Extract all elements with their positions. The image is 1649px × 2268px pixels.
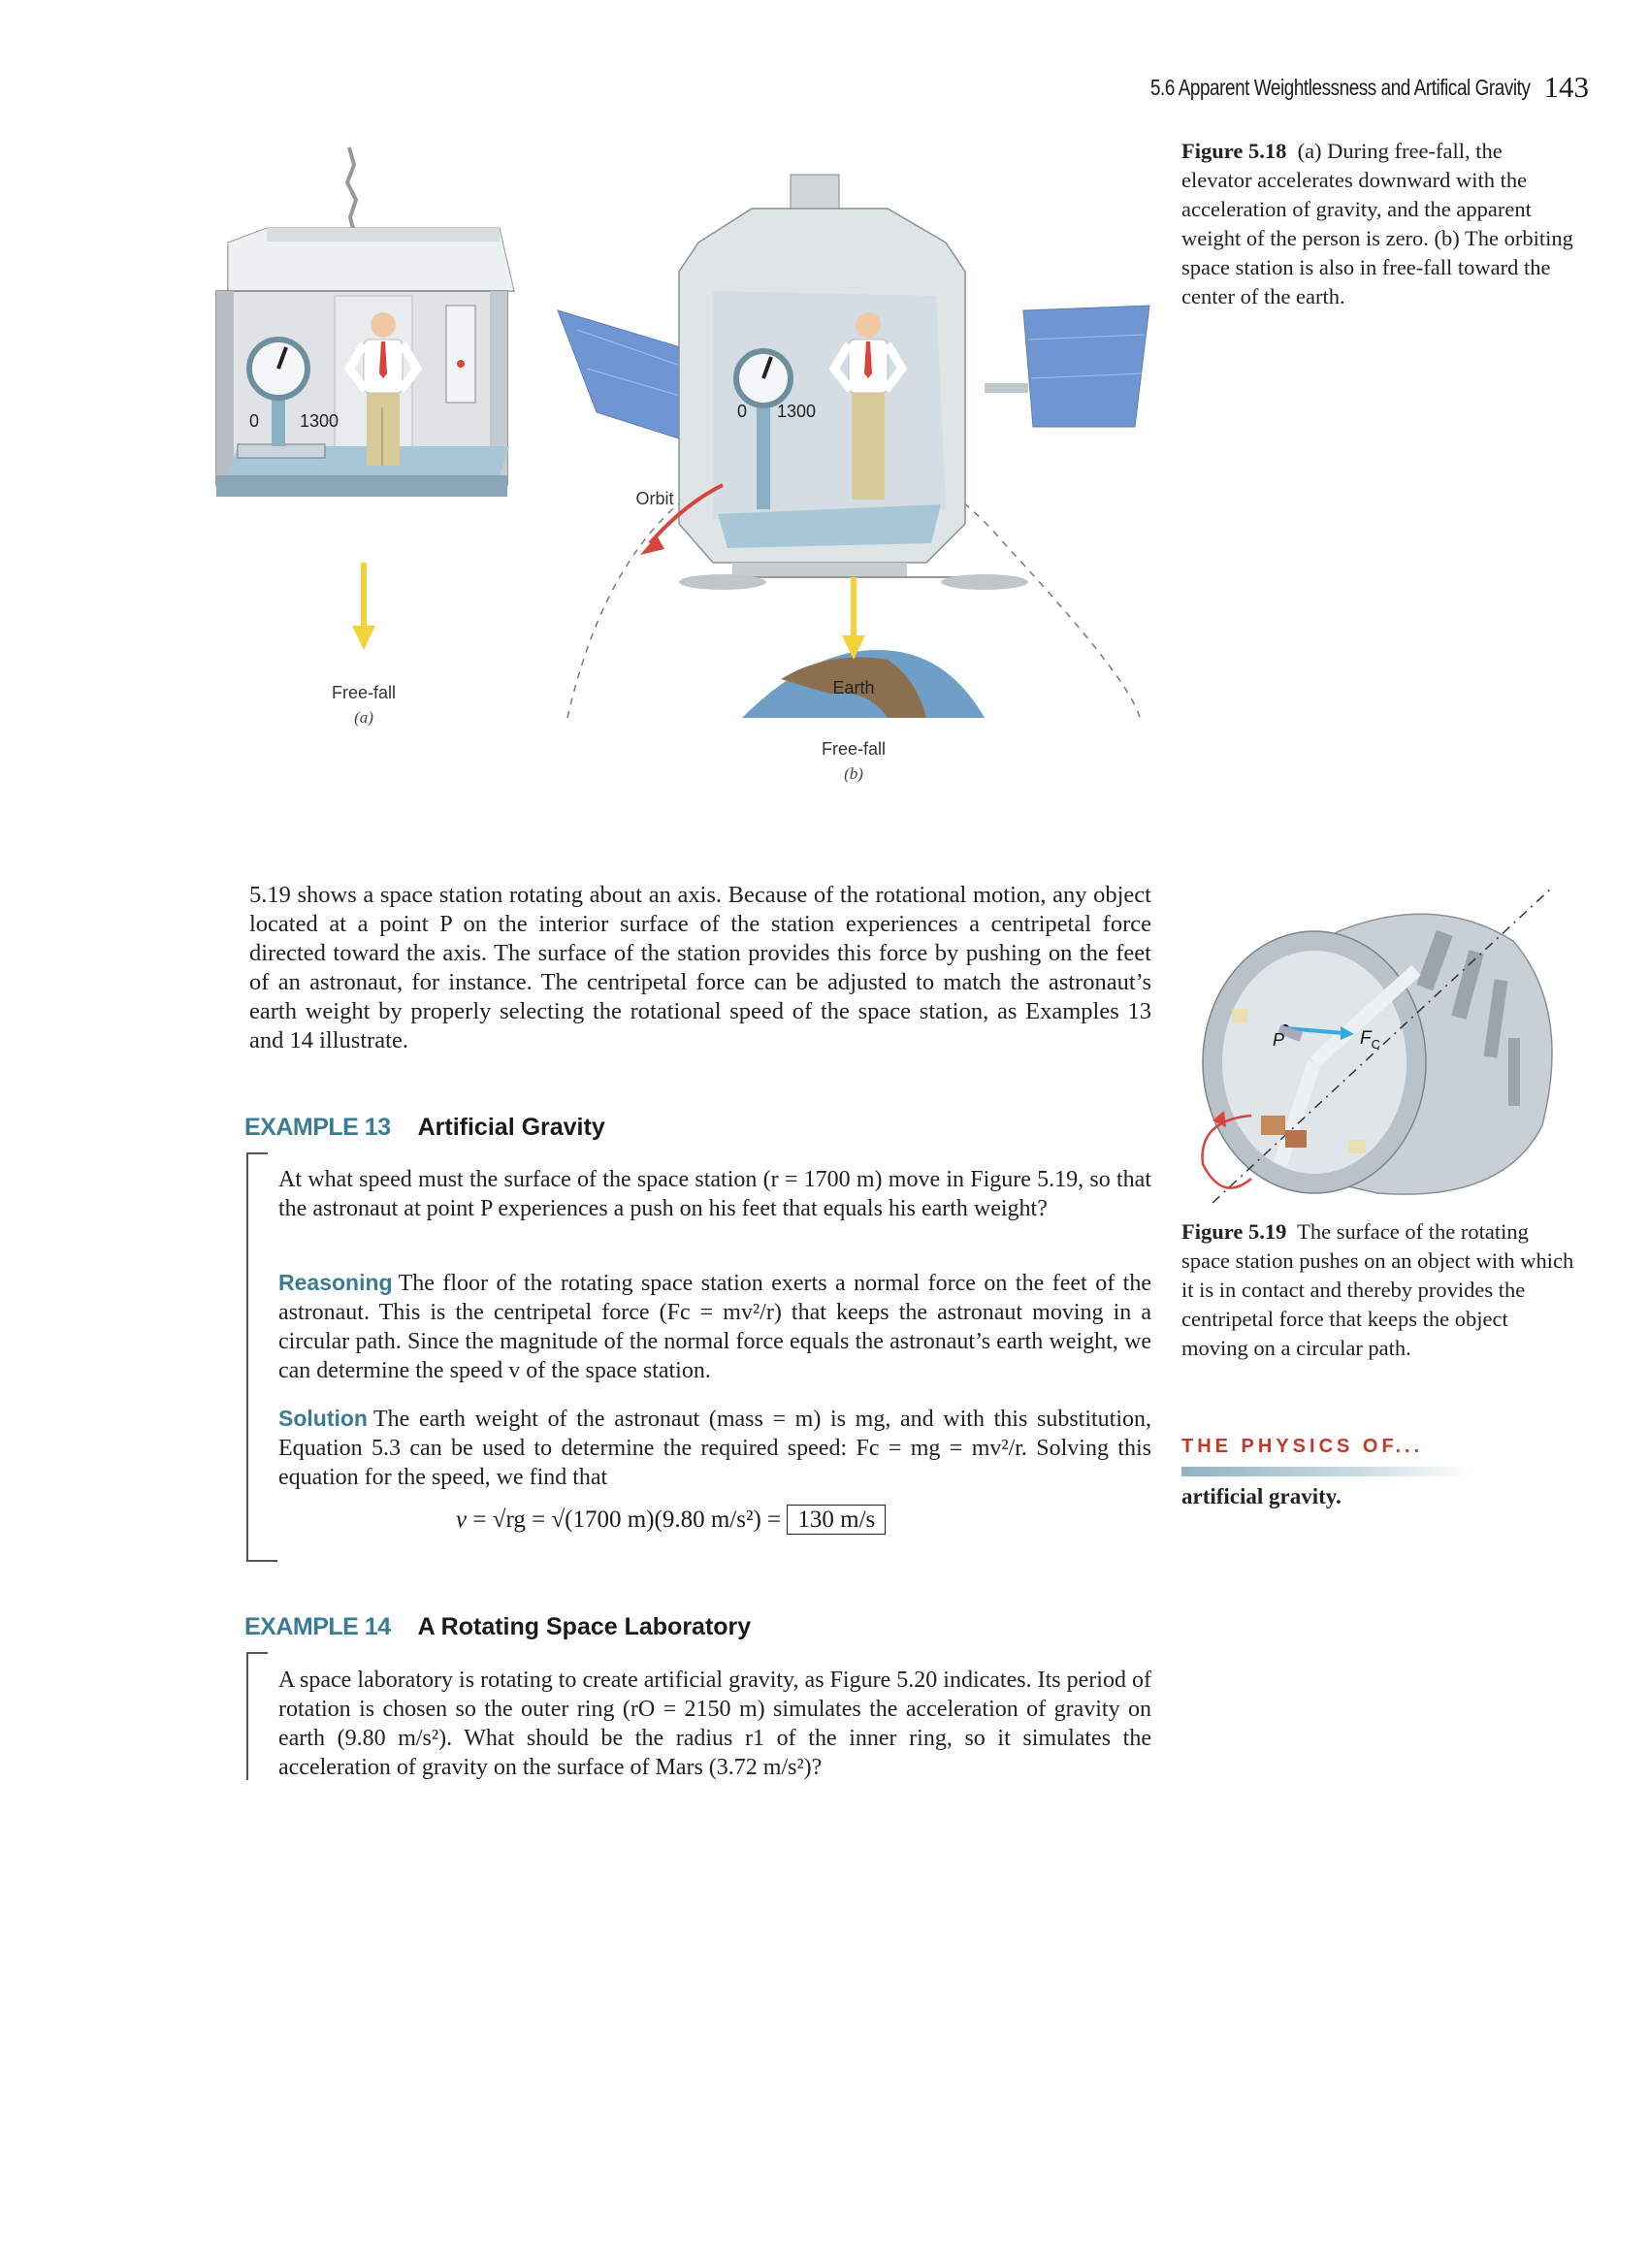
physics-of-topic: artificial gravity. <box>1181 1484 1342 1508</box>
reasoning-label: Reasoning <box>278 1270 393 1295</box>
figure-5-18-caption-label: Figure 5.18 <box>1181 139 1287 163</box>
elevator-illustration <box>216 147 514 650</box>
speed-equation: v = √rg = √(1700 m)(9.80 m/s²) = 130 m/s <box>456 1507 886 1534</box>
equation-lhs: v <box>456 1507 468 1533</box>
orbit-label: Orbit <box>635 489 674 508</box>
example-13-solution <box>278 1404 1151 1492</box>
figure-5-19-caption-text: The surface of the rotating space station pushes on an object with which it is in contact and thereby provides the centripetal force that keeps the object moving on a circular path. <box>1181 1219 1574 1360</box>
physics-of-bar <box>1181 1467 1472 1476</box>
section-title: 5.6 Apparent Weightlessness and Artifical Gravity <box>1149 75 1531 100</box>
example-14-bracket <box>246 1652 268 1780</box>
solution-label: Solution <box>278 1406 368 1431</box>
space-station-illustration <box>558 175 1149 718</box>
example-13-title: Artificial Gravity <box>417 1114 605 1141</box>
scale-b-zero: 0 <box>736 402 747 421</box>
equation-step-2: √(1700 m)(9.80 m/s²) <box>551 1507 761 1533</box>
figure-5-19-caption-label: Figure 5.19 <box>1181 1219 1287 1244</box>
earth-label: Earth <box>832 678 875 697</box>
equation-answer: 130 m/s <box>787 1505 886 1535</box>
scale-b-reading: 1300 <box>777 402 817 421</box>
example-14-question: A space laboratory is rotating to create artificial gravity, as Figure 5.20 indicates. Its period of rotation is chosen so the outer ring (rO = 2150 m) simulates the acceleration of gravity on earth (9.80 m/s²). What should be the radius r1 of the inner ring, so it simulates the acceleration of gravity on the surface of Mars (3.72 m/s²)? <box>278 1668 1151 1780</box>
figure-5-18 <box>209 136 1169 805</box>
fc-subscript: C <box>1371 1037 1380 1052</box>
example-13-label: EXAMPLE 13 <box>244 1114 391 1141</box>
body-paragraph: 5.19 shows a space station rotating about an axis. Because of the rotational motion, any object located at a point P on the interior surface of the station experiences a centripetal force directed toward the axis. The surface of the station provides this force by pushing on the feet of an astronaut, for instance. The centripetal force can be adjusted to match the astronaut’s earth weight by properly selecting the rotational speed of the space station, as Examples 13 and 14 illustrate. <box>249 882 1151 1053</box>
running-header <box>1067 70 1590 105</box>
page-number: 143 <box>1543 70 1590 104</box>
example-13-heading <box>244 1114 605 1142</box>
example-13-question: At what speed must the surface of the space station (r = 1700 m) move in Figure 5.19, so that the astronaut at point P experiences a push on his feet that equals his earth weight? <box>278 1167 1151 1221</box>
example-14-label: EXAMPLE 14 <box>244 1613 391 1640</box>
subfigure-a-label: (a) <box>354 708 373 727</box>
reasoning-text: The floor of the rotating space station exerts a normal force on the feet of the astronaut. This is the centripetal force (Fc = mv²/r) that keeps the astronaut moving in a circular path. Since the magnitude of the normal force equals the astronaut’s earth weight, we can determine the speed v of the space station. <box>278 1271 1151 1383</box>
subfigure-b-label: (b) <box>844 764 863 783</box>
scale-a-zero: 0 <box>248 411 259 431</box>
example-13-bracket-top <box>246 1152 268 1562</box>
point-p-label: P <box>1273 1030 1285 1050</box>
figure-5-18-illustration <box>209 136 1169 805</box>
example-13-reasoning <box>278 1268 1151 1385</box>
example-14-heading <box>244 1613 751 1641</box>
solution-text: The earth weight of the astronaut (mass = m) is mg, and with this substitution, Equation 5.3 can be used to determine the required speed: Fc = mg = mv²/r. Solving this equation for the speed, we find that <box>278 1407 1151 1490</box>
equation-step-1: √rg <box>492 1507 526 1533</box>
example-13-bracket-bottom <box>246 1542 277 1562</box>
figure-5-18-caption <box>1181 137 1574 311</box>
freefall-a-label: Free-fall <box>331 683 396 702</box>
figure-5-19-illustration <box>1193 873 1562 1222</box>
freefall-b-label: Free-fall <box>821 739 886 759</box>
physics-of-heading: THE PHYSICS OF... <box>1181 1436 1424 1457</box>
figure-5-18-caption-text: (a) During free-fall, the elevator accelerates downward with the acceleration of gravity, and the apparent weight of the person is zero. (b) The orbiting space station is also in free-fall toward the center of the earth. <box>1181 139 1573 308</box>
example-14-title: A Rotating Space Laboratory <box>417 1613 752 1640</box>
figure-5-19-caption <box>1181 1217 1574 1363</box>
scale-a-reading: 1300 <box>300 411 340 431</box>
fc-label: F <box>1360 1028 1372 1049</box>
figure-5-19 <box>1193 873 1562 1222</box>
